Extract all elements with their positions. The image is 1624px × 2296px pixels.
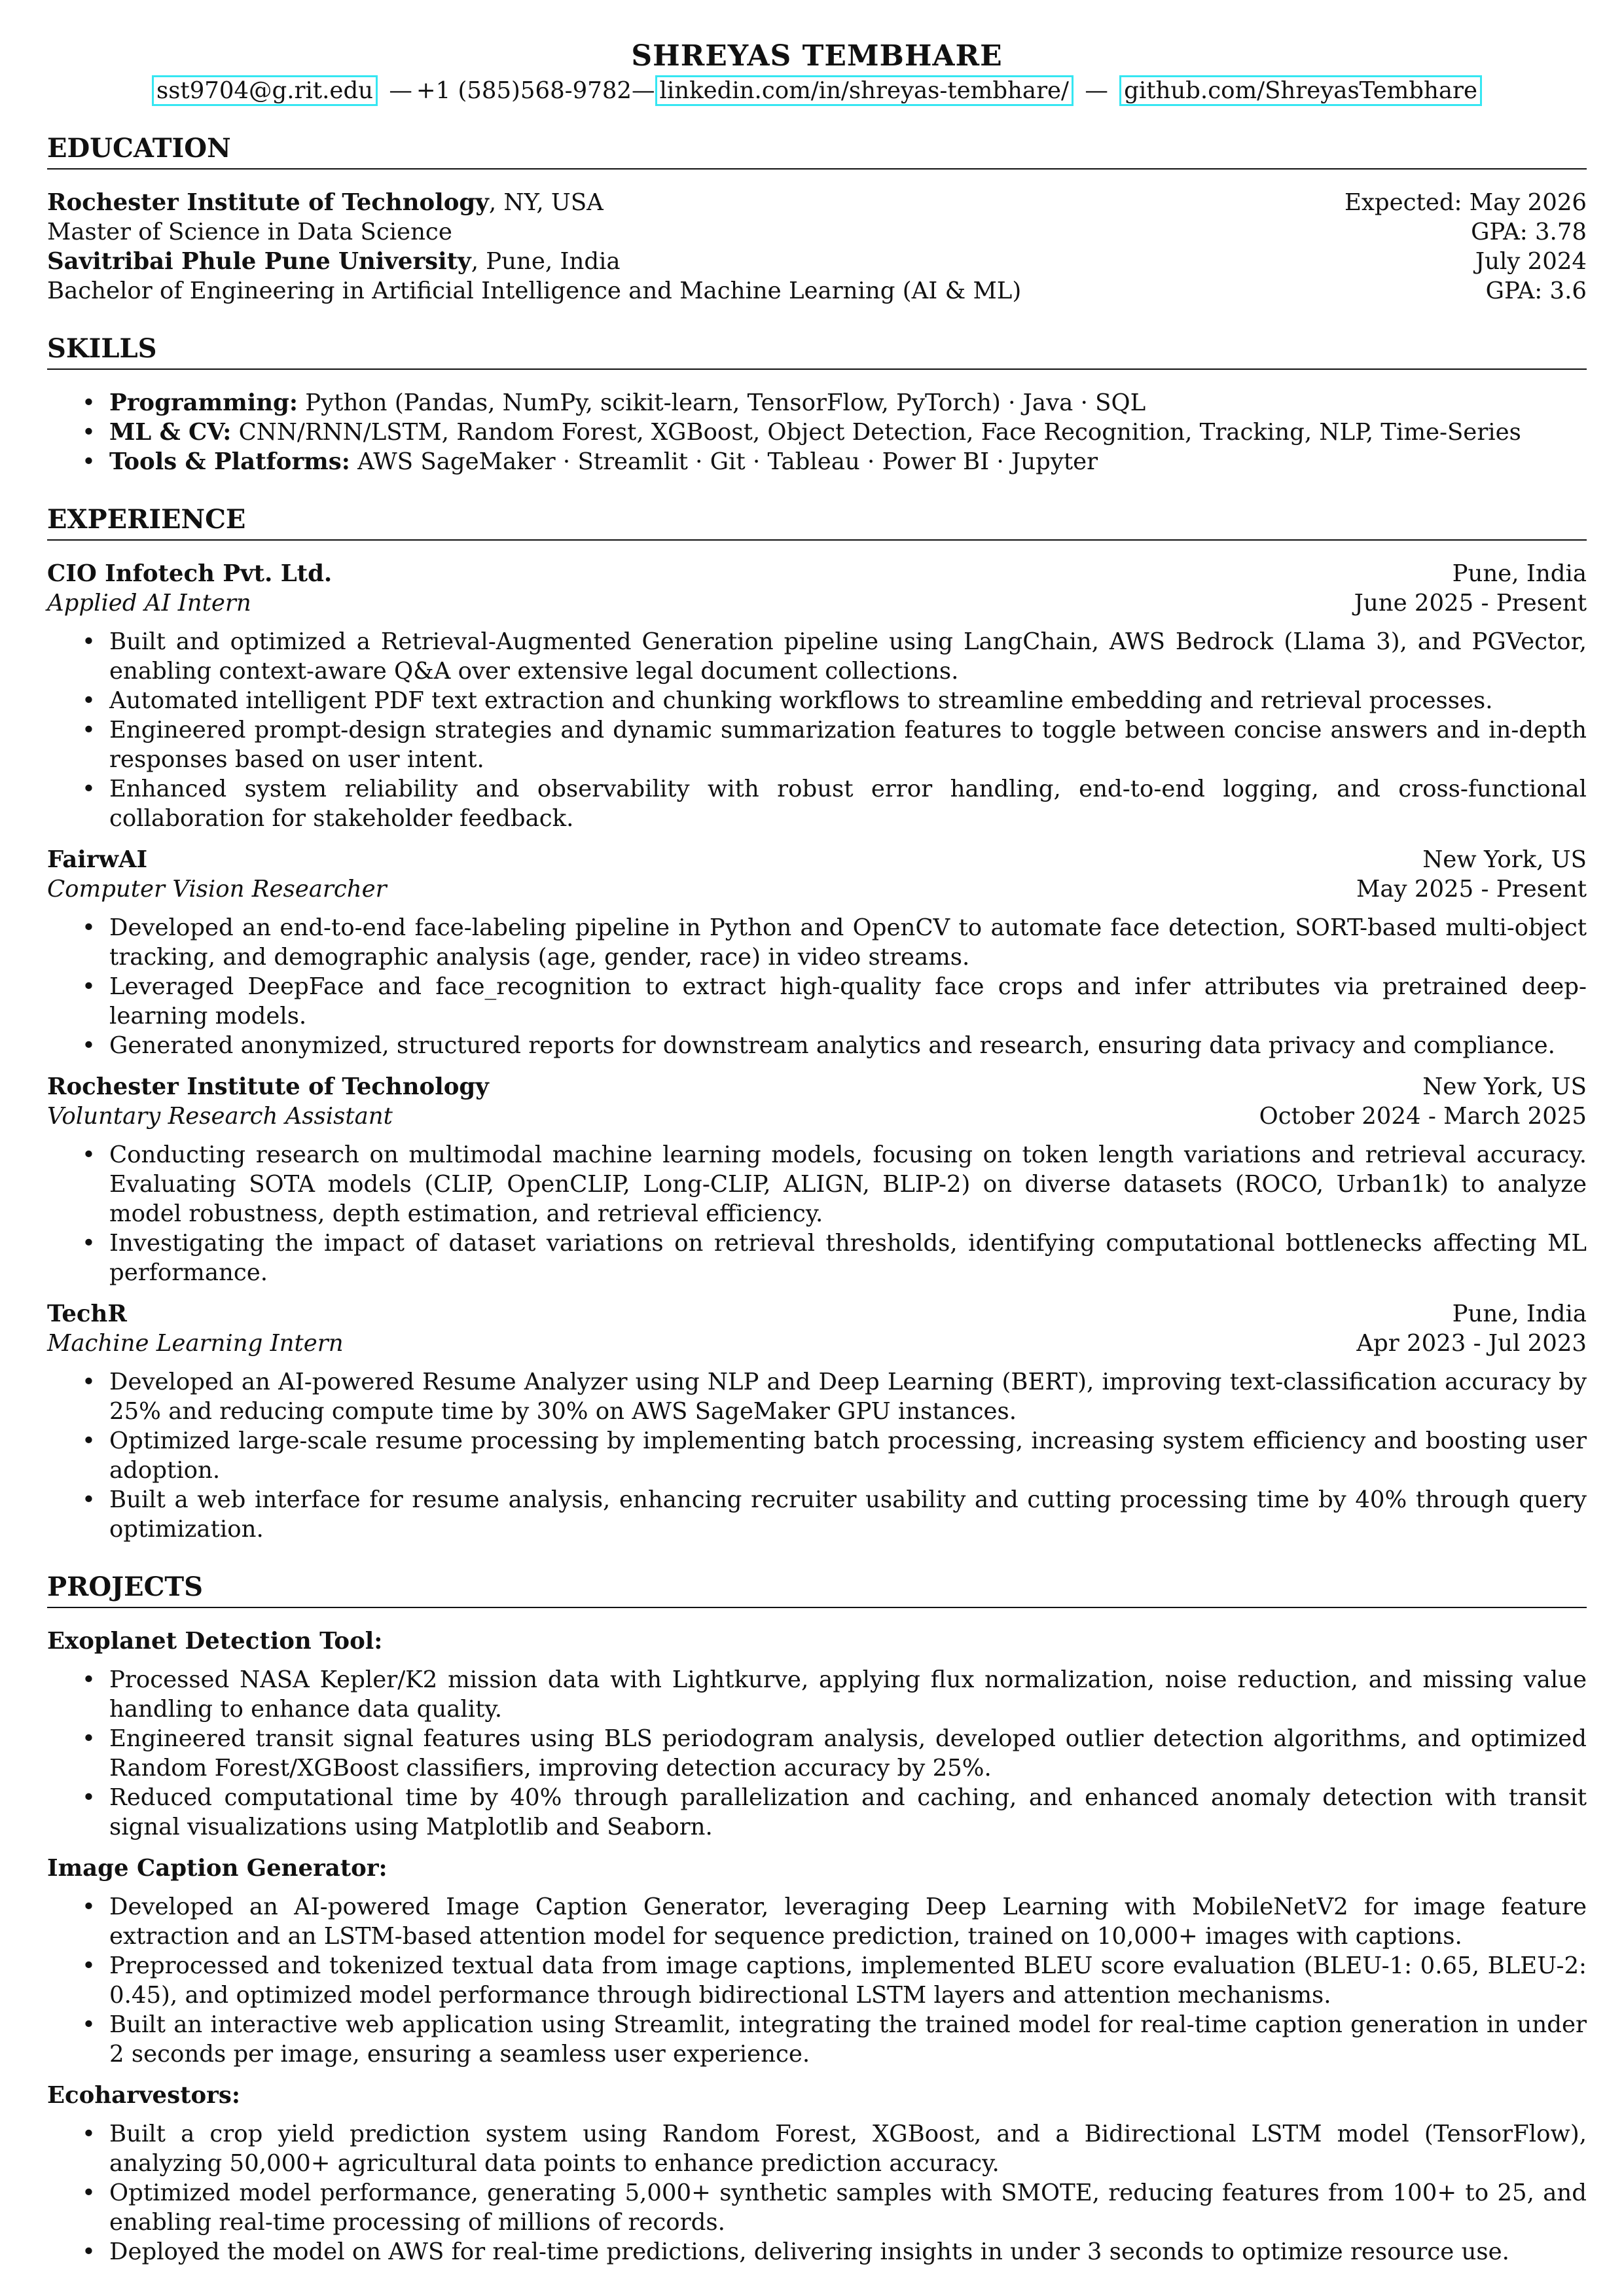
job-bullet: • Enhanced system reliability and observability with robust error handling, end-to-end logging, and cross-functional collaboration for stakeholder feedback. [109, 774, 1587, 833]
degree-row [47, 276, 1587, 306]
project-bullet: • Optimized model performance, generating 5,000+ synthetic samples with SMOTE, reducing features from 100+ to 25, and enabling real-time processing of millions of records. [109, 2178, 1587, 2237]
job-date: October 2024 - March 2025 [1259, 1103, 1587, 1130]
job-date: Apr 2023 - Jul 2023 [1356, 1330, 1587, 1357]
skill-item [109, 388, 1587, 418]
skills-list [47, 388, 1587, 476]
job-bullet: • Engineered prompt-design strategies and dynamic summarization features to toggle between concise answers and in-depth responses based on user intent. [109, 715, 1587, 774]
education-heading: EDUCATION [47, 132, 1587, 170]
job-role: Machine Learning Intern [47, 1330, 344, 1357]
project-entry [47, 1626, 1587, 1842]
project-bullet: • Processed NASA Kepler/K2 mission data with Lightkurve, applying flux normalization, noise reduction, and missing value handling to enhance data quality. [109, 1665, 1587, 1724]
company-name: Rochester Institute of Technology [47, 1073, 489, 1100]
project-bullets [47, 2119, 1587, 2267]
project-name: Ecoharvestors: [47, 2082, 240, 2109]
project-bullet: • Deployed the model on AWS for real-time predictions, delivering insights in under 3 seconds to optimize resource use. [109, 2237, 1587, 2267]
school-location: , Pune, India [471, 248, 621, 275]
job-location: New York, US [1422, 846, 1587, 873]
job-bullets [47, 1140, 1587, 1287]
project-name: Image Caption Generator: [47, 1855, 388, 1882]
project-bullet: • Developed an AI-powered Image Caption Generator, leveraging Deep Learning with MobileNetV2 for image feature extraction and an LSTM-based attention model for sequence prediction, trained on 10,000+ images with captions. [109, 1892, 1587, 1951]
skill-value: AWS SageMaker · Streamlit · Git · Tableau · Power BI · Jupyter [350, 448, 1098, 475]
skill-item [109, 447, 1587, 476]
resume-page [47, 38, 1587, 2267]
job-entry [47, 1072, 1587, 1287]
degree-row [47, 217, 1587, 247]
skill-value: CNN/RNN/LSTM, Random Forest, XGBoost, Object Detection, Face Recognition, Tracking, NLP, Time-Series [231, 419, 1521, 446]
job-bullet: • Developed an end-to-end face-labeling pipeline in Python and OpenCV to automate face detection, SORT-based multi-object tracking, and demographic analysis (age, gender, race) in video streams. [109, 913, 1587, 972]
job-entry [47, 845, 1587, 1060]
job-bullet: • Optimized large-scale resume processing by implementing batch processing, increasing system efficiency and boosting user adoption. [109, 1426, 1587, 1485]
degree-name: Bachelor of Engineering in Artificial Intelligence and Machine Learning (AI & ML) [47, 278, 1022, 304]
school-date: Expected: May 2026 [1344, 189, 1587, 216]
project-bullets [47, 1892, 1587, 2069]
github-link[interactable]: github.com/ShreyasTembhare [1119, 75, 1482, 106]
school-location: , NY, USA [488, 189, 604, 216]
projects-heading: PROJECTS [47, 1570, 1587, 1608]
job-bullet: • Generated anonymized, structured reports for downstream analytics and research, ensuring data privacy and compliance. [109, 1031, 1587, 1060]
company-name: FairwAI [47, 846, 148, 873]
job-bullet: • Investigating the impact of dataset variations on retrieval thresholds, identifying computational bottlenecks affecting ML performance. [109, 1229, 1587, 1287]
gpa: GPA: 3.78 [1471, 219, 1587, 245]
job-bullets [47, 1367, 1587, 1544]
candidate-name: SHREYAS TEMBHARE [631, 39, 1003, 73]
job-bullet: • Developed an AI-powered Resume Analyzer using NLP and Deep Learning (BERT), improving text-classification accuracy by 25% and reducing compute time by 30% on AWS SageMaker GPU instances. [109, 1367, 1587, 1426]
contact-separator: — [1085, 77, 1108, 104]
company-name: TechR [47, 1300, 127, 1327]
skill-label: Tools & Platforms: [109, 448, 350, 475]
school-name: Savitribai Phule Pune University [47, 248, 471, 275]
job-location: Pune, India [1452, 1300, 1587, 1327]
skill-value: Python (Pandas, NumPy, scikit-learn, TensorFlow, PyTorch) · Java · SQL [297, 389, 1146, 416]
school-name: Rochester Institute of Technology [47, 189, 489, 216]
project-bullet: • Reduced computational time by 40% through parallelization and caching, and enhanced anomaly detection with transit signal visualizations using Matplotlib and Seaborn. [109, 1783, 1587, 1842]
project-bullet: • Built a crop yield prediction system using Random Forest, XGBoost, and a Bidirectional LSTM model (TensorFlow), analyzing 50,000+ agricultural data points to enhance prediction accuracy. [109, 2119, 1587, 2178]
project-entry [47, 2081, 1587, 2267]
project-bullet: • Built an interactive web application using Streamlit, integrating the trained model for real-time caption generation in under 2 seconds per image, ensuring a seamless user experience. [109, 2010, 1587, 2069]
projects-section [47, 1626, 1587, 2267]
phone-number: +1 (585)568-9782— [416, 77, 655, 104]
gpa: GPA: 3.6 [1485, 278, 1587, 304]
job-bullets [47, 627, 1587, 833]
job-role: Applied AI Intern [47, 590, 251, 617]
experience-section [47, 559, 1587, 1544]
job-location: New York, US [1422, 1073, 1587, 1100]
skill-item [109, 418, 1587, 447]
job-date: May 2025 - Present [1356, 876, 1587, 903]
contact-line [47, 76, 1587, 105]
job-bullet: • Automated intelligent PDF text extraction and chunking workflows to streamline embedding and retrieval processes. [109, 686, 1587, 715]
linkedin-link[interactable]: linkedin.com/in/shreyas-tembhare/ [655, 75, 1074, 106]
skill-label: Programming: [109, 389, 298, 416]
school-row [47, 247, 1587, 276]
job-date: June 2025 - Present [1354, 590, 1587, 617]
school-date: July 2024 [1475, 248, 1587, 275]
skills-heading: SKILLS [47, 332, 1587, 370]
experience-heading: EXPERIENCE [47, 503, 1587, 541]
resume-header [47, 38, 1587, 105]
job-role: Computer Vision Researcher [47, 876, 387, 903]
project-bullets [47, 1665, 1587, 1842]
job-entry [47, 1299, 1587, 1544]
project-bullet: • Preprocessed and tokenized textual data from image captions, implemented BLEU score evaluation (BLEU-1: 0.65, BLEU-2: 0.45), and optimized model performance through bidirectional LSTM layers and attention mechanisms. [109, 1951, 1587, 2010]
email-link[interactable]: sst9704@g.rit.edu [152, 75, 378, 106]
school-row [47, 188, 1587, 217]
job-bullets [47, 913, 1587, 1060]
education-section [47, 188, 1587, 306]
company-name: CIO Infotech Pvt. Ltd. [47, 560, 333, 587]
project-entry [47, 1854, 1587, 2069]
job-role: Voluntary Research Assistant [47, 1103, 393, 1130]
job-entry [47, 559, 1587, 833]
project-bullet: • Engineered transit signal features using BLS periodogram analysis, developed outlier detection algorithms, and optimized Random Forest/XGBoost classifiers, improving detection accuracy by 25%. [109, 1724, 1587, 1783]
degree-name: Master of Science in Data Science [47, 219, 452, 245]
job-bullet: • Built a web interface for resume analysis, enhancing recruiter usability and cutting processing time by 40% through query optimization. [109, 1485, 1587, 1544]
skill-label: ML & CV: [109, 419, 232, 446]
job-bullet: • Built and optimized a Retrieval-Augmented Generation pipeline using LangChain, AWS Bedrock (Llama 3), and PGVector, enabling context-aware Q&A over extensive legal document collections. [109, 627, 1587, 686]
contact-separator: — [389, 77, 412, 104]
job-location: Pune, India [1452, 560, 1587, 587]
job-bullet: • Conducting research on multimodal machine learning models, focusing on token length variations and retrieval accuracy. Evaluating SOTA models (CLIP, OpenCLIP, Long-CLIP, ALIGN, BLIP-2) on diverse datasets (ROCO, Urban1k) to analyze model robustness, depth estimation, and retrieval efficiency. [109, 1140, 1587, 1229]
project-name: Exoplanet Detection Tool: [47, 1628, 383, 1655]
job-bullet: • Leveraged DeepFace and face_recognition to extract high-quality face crops and infer attributes via pretrained deep-learning models. [109, 972, 1587, 1031]
